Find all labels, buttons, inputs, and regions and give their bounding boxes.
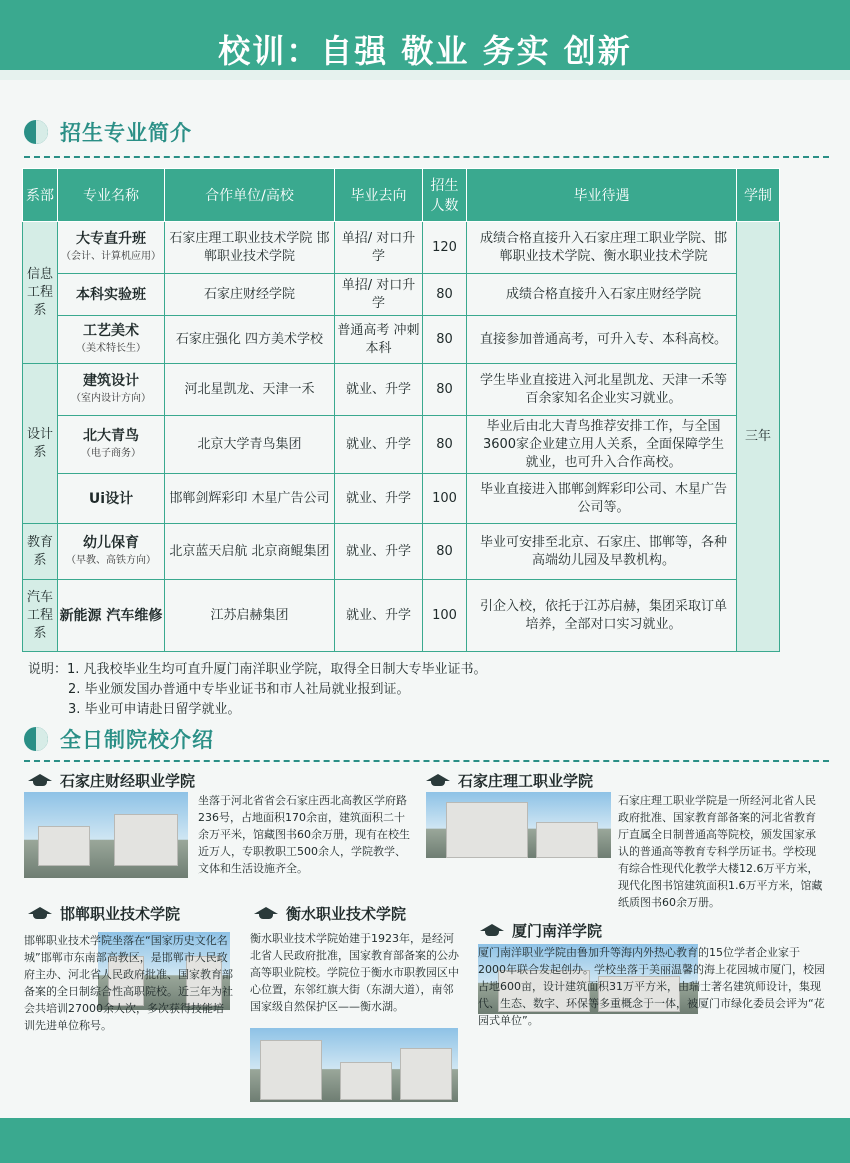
building-shape (446, 802, 528, 858)
school-photo (426, 792, 611, 858)
table-row (23, 474, 780, 524)
major-name: 新能源 汽车维修 (59, 607, 163, 624)
table-row (23, 364, 780, 416)
partner-cell: 邯郸剑辉彩印 木星广告公司 (165, 474, 335, 524)
header-partner: 合作单位/高校 (165, 169, 335, 222)
header-enrollment: 招生人数 (423, 169, 467, 222)
section-header-majors (24, 117, 192, 147)
section-bullet-icon (24, 727, 48, 751)
major-sub: （电子商务） (81, 447, 141, 459)
partner-cell: 石家庄强化 四方美术学校 (165, 316, 335, 364)
table-row (23, 580, 780, 652)
majors-table (22, 168, 780, 652)
school-name: 邯郸职业技术学院 (60, 905, 181, 923)
major-cell (58, 222, 165, 274)
major-cell (58, 416, 165, 474)
major-name: Ui设计 (88, 490, 134, 507)
major-cell (58, 580, 165, 652)
section-divider (24, 156, 829, 158)
table-row (23, 274, 780, 316)
num-cell: 80 (423, 416, 467, 474)
major-cell (58, 316, 165, 364)
dept-cell: 信息工程系 (23, 222, 58, 364)
table-row (23, 524, 780, 580)
school-header (480, 920, 602, 941)
benefit-cell: 成绩合格直接升入石家庄财经学院 (467, 274, 737, 316)
dest-cell: 就业、升学 (335, 474, 423, 524)
graduation-cap-icon (480, 924, 504, 938)
note-item: 1. 凡我校毕业生均可直升厦门南洋职业学院，取得全日制大专毕业证书。 (67, 662, 487, 677)
notes-block (28, 660, 487, 720)
section-header-schools (24, 724, 214, 754)
major-name: 北大青鸟 (83, 427, 139, 444)
num-cell: 100 (423, 580, 467, 652)
major-name: 建筑设计 (83, 372, 139, 389)
graduation-cap-icon (254, 907, 278, 921)
building-shape (400, 1048, 452, 1100)
dest-cell: 就业、升学 (335, 580, 423, 652)
school-photo (250, 1028, 458, 1102)
table-row (23, 416, 780, 474)
partner-cell: 北京蓝天启航 北京商鲲集团 (165, 524, 335, 580)
school-desc: 衡水职业技术学院始建于1923年，是经河北省人民政府批准，国家教育部备案的公办高等职业院校。学院位于衡水市职教园区中心位置，东邻红旗大街（东湖大道），南邻国家级自然保护区——衡水湖。 (250, 932, 459, 1013)
years-cell: 三年 (737, 222, 780, 652)
school-photo (24, 792, 188, 878)
header-dept: 系部 (23, 169, 58, 222)
dest-cell: 普通高考 冲刺本科 (335, 316, 423, 364)
major-cell (58, 274, 165, 316)
benefit-cell: 学生毕业直接进入河北星凯龙、天津一禾等百余家知名企业实习就业。 (467, 364, 737, 416)
school-header (28, 903, 180, 924)
major-cell (58, 524, 165, 580)
notes-label: 说明： (28, 662, 68, 677)
header-major: 专业名称 (58, 169, 165, 222)
school-name: 石家庄理工职业学院 (458, 772, 594, 790)
note-item: 2. 毕业颁发国办普通中专毕业证书和市人社局就业报到证。 (68, 682, 410, 697)
building-shape (114, 814, 178, 866)
dept-cell: 设计系 (23, 364, 58, 524)
graduation-cap-icon (28, 774, 52, 788)
school-desc: 厦门南洋职业学院由鲁加升等海内外热心教育的15位学者企业家于2000年联合发起创办。学校坐落于美丽温馨的海上花园城市厦门，校园占地600亩，设计建筑面积31万平方米，由瑞士著名建筑师设计，集现代、生态、数字、环保等多重概念于一体，被厦门市绿化委员会评为“花园式单位”。 (478, 946, 825, 1027)
building-shape (340, 1062, 392, 1100)
major-name: 本科实验班 (76, 286, 146, 303)
header-years: 学制 (737, 169, 780, 222)
school-header (426, 770, 593, 791)
note-line (28, 660, 487, 680)
num-cell: 100 (423, 474, 467, 524)
benefit-cell: 毕业可安排至北京、石家庄、邯郸等，各种高端幼儿园及早教机构。 (467, 524, 737, 580)
partner-cell: 江苏启赫集团 (165, 580, 335, 652)
building-shape (536, 822, 598, 858)
num-cell: 80 (423, 364, 467, 416)
major-name: 工艺美术 (83, 322, 139, 339)
dest-cell: 就业、升学 (335, 524, 423, 580)
school-motto: 校训：自强 敬业 务实 创新 (218, 32, 632, 70)
school-desc: 邯郸职业技术学院坐落在“国家历史文化名城”邯郸市东南部高教区，是邯郸市人民政府主办、河北省人民政府批准、国家教育部备案的全日制综合性高职院校。近三年为社会共培训27000余人次，多次获得技能培训先进单位称号。 (24, 934, 233, 1032)
dest-cell: 单招/ 对口升学 (335, 222, 423, 274)
section-divider (24, 760, 829, 762)
header-destination: 毕业去向 (335, 169, 423, 222)
dept-cell: 教育系 (23, 524, 58, 580)
partner-cell: 北京大学青鸟集团 (165, 416, 335, 474)
table-header-row (23, 169, 780, 222)
building-shape (260, 1040, 322, 1100)
major-sub: （会计、计算机应用） (61, 250, 161, 262)
partner-cell: 石家庄理工职业技术学院 邯郸职业技术学院 (165, 222, 335, 274)
num-cell: 80 (423, 524, 467, 580)
benefit-cell: 成绩合格直接升入石家庄理工职业学院、邯郸职业技术学院、衡水职业技术学院 (467, 222, 737, 274)
section-title-schools: 全日制院校介绍 (60, 728, 214, 752)
benefit-cell: 毕业后由北大青鸟推荐安排工作，与全国3600家企业建立用人关系，全面保障学生就业，也可升入合作高校。 (467, 416, 737, 474)
dest-cell: 就业、升学 (335, 416, 423, 474)
major-sub: （美术特长生） (76, 342, 146, 354)
school-name: 厦门南洋学院 (512, 922, 603, 940)
benefit-cell: 直接参加普通高考，可升入专、本科高校。 (467, 316, 737, 364)
school-header (254, 903, 406, 924)
dest-cell: 就业、升学 (335, 364, 423, 416)
note-item: 3. 毕业可申请赴日留学就业。 (68, 702, 241, 717)
major-name: 幼儿保育 (83, 534, 139, 551)
school-desc: 石家庄理工职业学院是一所经河北省人民政府批准、国家教育部备案的河北省教育厅直属全日制普通高等院校，颁发国家承认的普通高等教育专科学历证书。学校现有综合性现代化教学大楼12.6万平方米，现代化图书馆建筑面积1.6万平方米，馆藏纸质图书60余万册。 (618, 794, 823, 909)
major-name: 大专直升班 (76, 230, 146, 247)
num-cell: 80 (423, 274, 467, 316)
major-sub: （室内设计方向） (71, 392, 151, 404)
section-bullet-icon (24, 120, 48, 144)
graduation-cap-icon (426, 774, 450, 788)
school-name: 衡水职业技术学院 (286, 905, 407, 923)
header-benefit: 毕业待遇 (467, 169, 737, 222)
dept-cell: 汽车工程系 (23, 580, 58, 652)
section-title-majors: 招生专业简介 (60, 121, 192, 145)
bottom-banner (0, 1118, 850, 1163)
table-row (23, 222, 780, 274)
num-cell: 120 (423, 222, 467, 274)
building-shape (38, 826, 90, 866)
major-cell (58, 364, 165, 416)
graduation-cap-icon (28, 907, 52, 921)
table-row (23, 316, 780, 364)
school-desc: 坐落于河北省省会石家庄西北高教区学府路236号，占地面积170余亩，建筑面积二十余万平米，馆藏图书60余万册，现有在校生近万人，专职教职工500余人，学院教学、文体和生活设施齐全。 (198, 794, 410, 875)
partner-cell: 河北星凯龙、天津一禾 (165, 364, 335, 416)
num-cell: 80 (423, 316, 467, 364)
major-sub: （早教、高铁方向） (66, 554, 156, 566)
major-cell (58, 474, 165, 524)
benefit-cell: 毕业直接进入邯郸剑辉彩印公司、木星广告公司等。 (467, 474, 737, 524)
benefit-cell: 引企入校，依托于江苏启赫，集团采取订单培养，全部对口实习就业。 (467, 580, 737, 652)
partner-cell: 石家庄财经学院 (165, 274, 335, 316)
school-name: 石家庄财经职业学院 (60, 772, 196, 790)
school-header (28, 770, 195, 791)
dest-cell: 单招/ 对口升学 (335, 274, 423, 316)
